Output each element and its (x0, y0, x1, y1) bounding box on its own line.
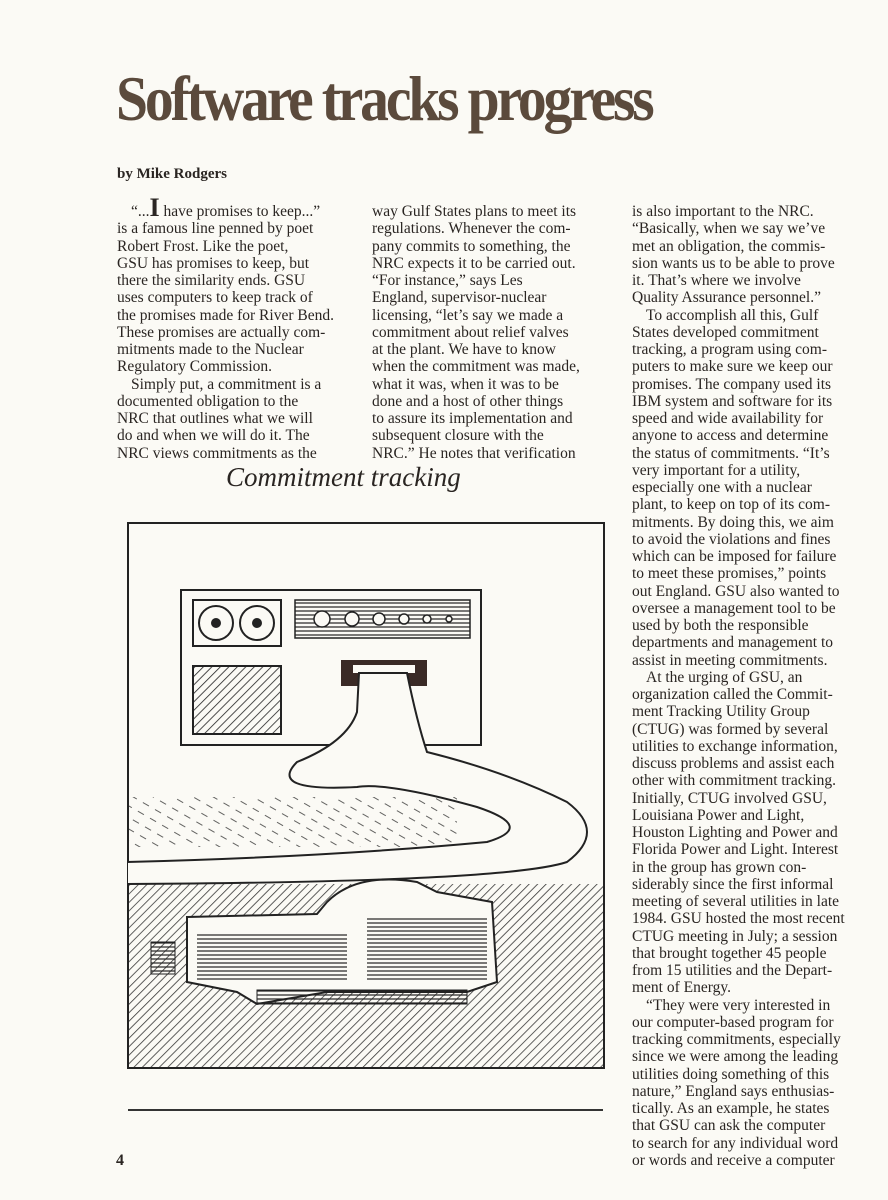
text-line: since we were among the leading (632, 1048, 839, 1066)
text-line: meeting of several utilities in late (632, 893, 840, 910)
text-line: that brought together 45 people (632, 944, 827, 962)
text-line: Simply put, a commitment is a (131, 375, 322, 393)
text-line: Florida Power and Light. Interest (632, 841, 839, 859)
text-line: England, supervisor-nuclear (372, 289, 547, 307)
text-line: At the urging of GSU, an (646, 668, 803, 686)
text-line: licensing, “let’s say we made a (372, 306, 564, 324)
text-line: CTUG meeting in July; a session (632, 927, 838, 945)
text-line: To accomplish all this, Gulf (646, 306, 819, 324)
text-line: “For instance,” says Les (372, 272, 523, 289)
illustration-caption: Commitment tracking (226, 462, 461, 492)
text-line: to avoid the violations and fines (632, 530, 831, 548)
text-line: way Gulf States plans to meet its (372, 203, 577, 220)
text-line: tracking commitments, especially (632, 1031, 841, 1048)
text-line: the status of commitments. “It’s (632, 444, 830, 462)
text-line: subsequent closure with the (372, 427, 544, 445)
text-line: Robert Frost. Like the poet, (117, 237, 289, 255)
text-line: (CTUG) was formed by several (632, 720, 829, 738)
text-line: very important for a utility, (632, 461, 801, 479)
text-line: especially one with a nuclear (632, 479, 812, 496)
text-line: GSU has promises to keep, but (117, 254, 310, 272)
opening-quote: “... (131, 203, 150, 220)
text-line: it. That’s where we involve (632, 272, 801, 289)
opening-line (117, 193, 334, 222)
text-line: oversee a management tool to be (632, 599, 836, 617)
text-line: sion wants us to be able to prove (632, 254, 835, 272)
text-line: used by both the responsible (632, 617, 809, 634)
text-line: mitments. By doing this, we aim (632, 513, 834, 531)
text-line: promises. The company used its (632, 375, 832, 393)
text-line: there the similarity ends. GSU (117, 272, 306, 289)
computer-icon (181, 590, 481, 745)
text-line: nature,” England says enthusias- (632, 1082, 835, 1100)
text-line: NRC expects it to be carried out. (372, 254, 576, 272)
text-line: do and when we will do it. The (117, 427, 310, 445)
text-line: from 15 utilities and the Depart- (632, 962, 833, 979)
text-line: These promises are actually com- (117, 323, 326, 341)
column-1 (117, 193, 334, 462)
text-line: in the group has grown con- (632, 858, 807, 876)
text-line: NRC that outlines what we will (117, 410, 313, 427)
byline: by Mike Rodgers (117, 166, 227, 182)
text-line: utilities doing something of this (632, 1065, 830, 1083)
text-line: to assure its implementation and (372, 410, 573, 427)
text-line: assist in meeting commitments. (632, 651, 828, 669)
text-line: organization called the Commit- (632, 686, 833, 703)
text-line: 1984. GSU hosted the most recent (632, 910, 845, 928)
article-title: Software tracks progress (116, 63, 652, 134)
text-line: that GSU can ask the computer (632, 1117, 826, 1135)
text-line: other with commitment tracking. (632, 772, 837, 790)
text-line: done and a host of other things (372, 392, 564, 410)
text-line: departments and management to (632, 634, 834, 652)
text-line: which can be imposed for failure (632, 548, 837, 565)
text-line: plant, to keep on top of its com- (632, 496, 831, 514)
text-line: tracking, a program using com- (632, 341, 827, 358)
text-line: documented obligation to the (117, 392, 299, 410)
column-2 (372, 203, 580, 462)
text-line: Quality Assurance personnel.” (632, 289, 821, 307)
commitment-tracking-illustration (127, 522, 607, 1072)
text-line: pany commits to something, the (372, 237, 571, 255)
text-line: the promises made for River Bend. (117, 306, 334, 324)
text-line: regulations. Whenever the com- (372, 220, 571, 238)
text-line: what it was, when it was to be (372, 375, 559, 393)
text-line: our computer-based program for (632, 1013, 834, 1031)
opening-line-text: have promises to keep...” (159, 203, 321, 220)
text-line: speed and wide availability for (632, 410, 824, 427)
text-line: NRC.” He notes that verification (372, 444, 576, 462)
text-line: siderably since the first informal (632, 875, 834, 893)
text-line: commitment about relief valves (372, 323, 569, 341)
text-line: uses computers to keep track of (117, 289, 313, 307)
text-line: at the plant. We have to know (372, 341, 556, 358)
text-line: mitments made to the Nuclear (117, 341, 304, 358)
text-line: anyone to access and determine (632, 427, 829, 445)
text-line: IBM system and software for its (632, 392, 833, 410)
text-line: discuss problems and assist each (632, 755, 835, 772)
text-line: Louisiana Power and Light, (632, 806, 805, 824)
text-line: when the commitment was made, (372, 358, 580, 376)
text-line: or words and receive a computer (632, 1151, 835, 1169)
text-line: “They were very interested in (646, 996, 831, 1014)
page-number: 4 (116, 1152, 124, 1169)
text-line: ment Tracking Utility Group (632, 703, 810, 721)
text-line: out England. GSU also wanted to (632, 582, 840, 600)
bottom-rule (128, 1109, 603, 1111)
text-line: ment of Energy. (632, 979, 732, 997)
text-line: States developed commitment (632, 323, 819, 341)
drop-initial: I (149, 193, 160, 222)
text-line: Initially, CTUG involved GSU, (632, 789, 827, 807)
text-line: met an obligation, the commis- (632, 237, 826, 255)
text-line: to meet these promises,” points (632, 565, 827, 583)
text-line: Houston Lighting and Power and (632, 824, 838, 841)
text-line: is also important to the NRC. (632, 203, 814, 220)
text-line: Regulatory Commission. (117, 358, 272, 376)
text-line: NRC views commitments as the (117, 444, 317, 462)
text-line: “Basically, when we say we’ve (632, 220, 826, 238)
text-line: is a famous line penned by poet (117, 220, 314, 238)
column-3 (632, 203, 845, 1169)
text-line: puters to make sure we keep our (632, 358, 833, 376)
text-line: utilities to exchange information, (632, 737, 838, 755)
text-line: to search for any individual word (632, 1134, 839, 1152)
text-line: tically. As an example, he states (632, 1100, 830, 1117)
